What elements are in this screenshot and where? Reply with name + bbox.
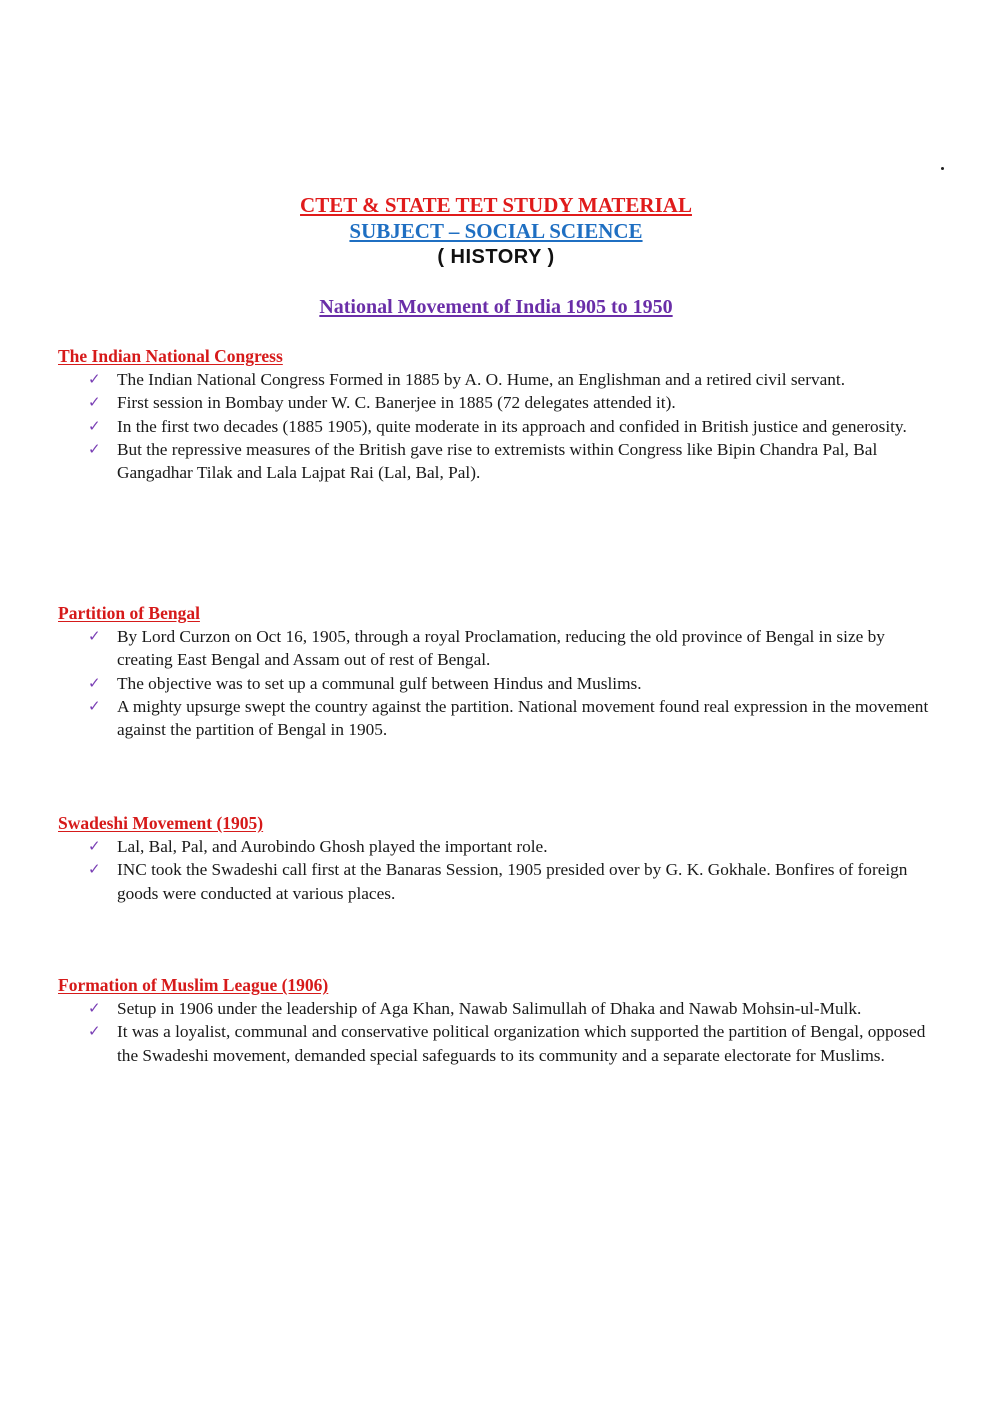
- section-title: The Indian National Congress: [58, 346, 283, 366]
- bullet-list: [58, 625, 938, 741]
- section-partition-of-bengal: [58, 602, 938, 741]
- document-header: [0, 192, 992, 270]
- section-swadeshi-movement: [58, 812, 938, 905]
- checkmark-icon: ✓: [88, 837, 101, 855]
- checkmark-icon: ✓: [88, 370, 101, 388]
- list-item: ✓ Lal, Bal, Pal, and Aurobindo Ghosh played the important role.: [88, 837, 548, 856]
- list-item: ✓ First session in Bombay under W. C. Banerjee in 1885 (72 delegates attended it).: [88, 393, 676, 413]
- section-title: Partition of Bengal: [58, 603, 200, 623]
- stray-dot: [941, 167, 944, 170]
- checkmark-icon: ✓: [88, 393, 101, 412]
- list-item: ✓ By Lord Curzon on Oct 16, 1905, through a royal Proclamation, reducing the old province of Bengal in size by creating East Bengal and Assam out of rest of Bengal.: [88, 627, 885, 670]
- list-item: ✓ But the repressive measures of the British gave rise to extremists within Congress like Bipin Chandra Pal, Bal Gangadhar Tilak and Lala Lajpat Rai (Lal, Bal, Pal).: [88, 439, 878, 483]
- list-item: ✓ Setup in 1906 under the leadership of Aga Khan, Nawab Salimullah of Dhaka and Nawab Mohsin-ul-Mulk.: [88, 999, 862, 1018]
- checkmark-icon: ✓: [88, 860, 101, 879]
- checkmark-icon: ✓: [88, 439, 101, 458]
- page-subtitle: National Movement of India 1905 to 1950: [319, 296, 673, 318]
- list-item: ✓ The Indian National Congress Formed in 1885 by A. O. Hume, an Englishman and a retired civil servant.: [88, 370, 846, 389]
- checkmark-icon: ✓: [88, 999, 101, 1017]
- checkmark-icon: ✓: [88, 627, 101, 645]
- checkmark-icon: ✓: [88, 673, 101, 692]
- section-muslim-league: [58, 974, 938, 1067]
- list-item: ✓ A mighty upsurge swept the country against the partition. National movement found real expression in the movement against the partition of Bengal in 1905.: [88, 696, 929, 740]
- section-title: Swadeshi Movement (1905): [58, 813, 264, 833]
- bullet-list: [58, 997, 938, 1067]
- section-title: Formation of Muslim League (1906): [58, 975, 329, 995]
- list-item: ✓ In the first two decades (1885 1905), quite moderate in its approach and confided in British justice and generosity.: [88, 416, 907, 436]
- material-title: CTET & STATE TET STUDY MATERIAL: [300, 193, 692, 217]
- checkmark-icon: ✓: [88, 696, 101, 715]
- checkmark-icon: ✓: [88, 1022, 101, 1041]
- bullet-list: [58, 368, 938, 484]
- subject-title: SUBJECT – SOCIAL SCIENCE: [349, 219, 643, 243]
- list-item: ✓ It was a loyalist, communal and conservative political organization which supported the partition of Bengal, opposed the Swadeshi movement, demanded special safeguards to its community and a separate electorate for Muslims.: [88, 1022, 926, 1065]
- section-indian-national-congress: [58, 345, 938, 484]
- list-item: ✓ The objective was to set up a communal gulf between Hindus and Muslims.: [88, 673, 642, 693]
- checkmark-icon: ✓: [88, 416, 101, 435]
- list-item: ✓ INC took the Swadeshi call first at the Banaras Session, 1905 presided over by G. K. Gokhale. Bonfires of foreign goods were conducted at various places.: [88, 860, 908, 903]
- history-label: ( HISTORY ): [437, 246, 555, 268]
- bullet-list: [58, 835, 938, 905]
